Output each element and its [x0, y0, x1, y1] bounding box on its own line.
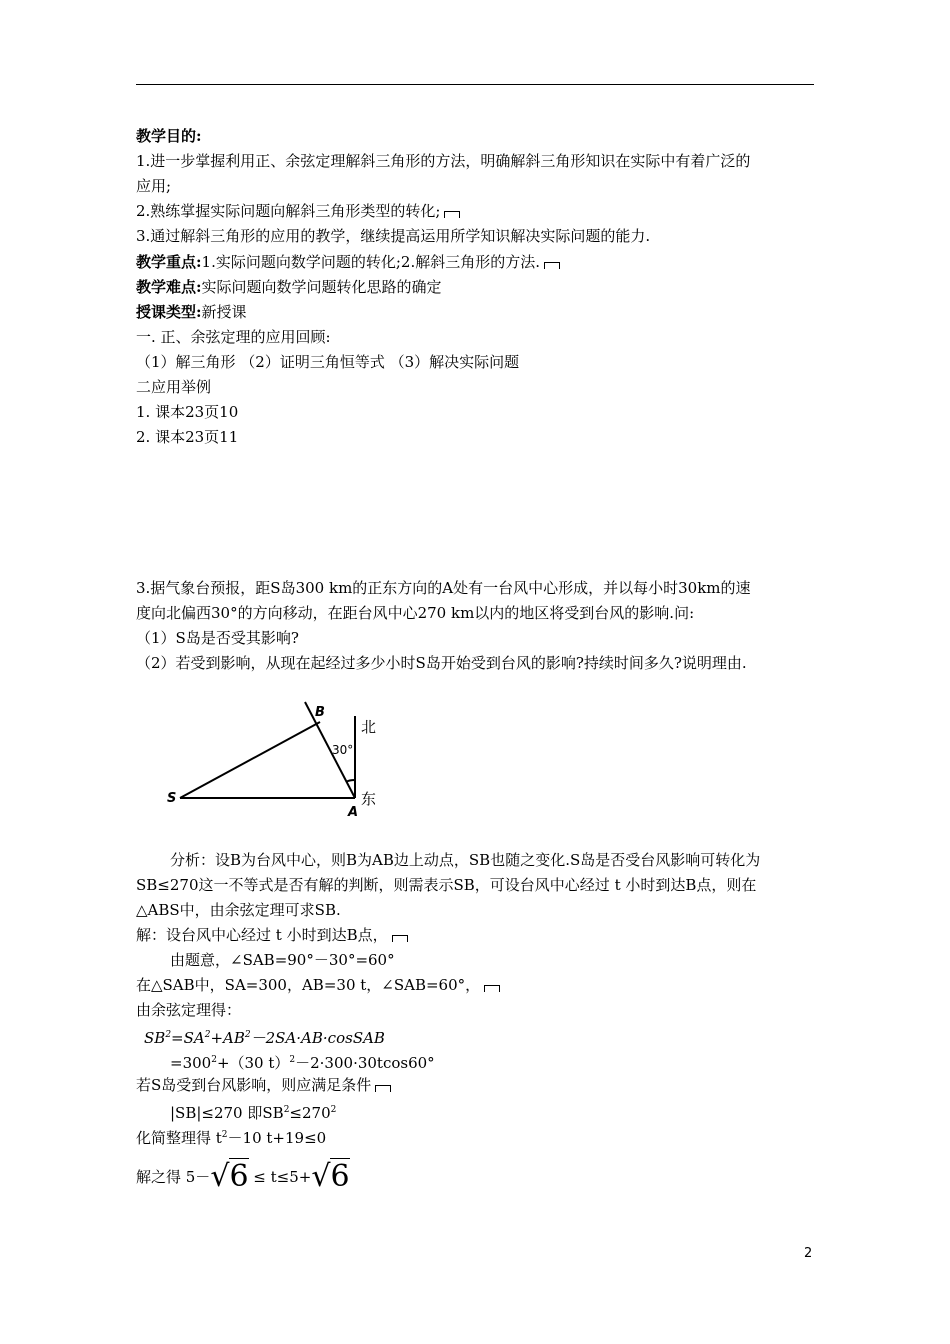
triangle-figure — [165, 696, 395, 821]
solution-7: 若S岛受到台风影响，则应满足条件 — [136, 1075, 391, 1095]
edit-mark-icon — [392, 935, 408, 942]
objective-3: 3.通过解斜三角形的应用的教学，继续提高运用所学知识解决实际问题的能力. — [136, 227, 651, 245]
objectives-heading: 教学目的: — [136, 127, 202, 145]
solution-10: 解之得 5－√6 ≤ t≤5+√6 — [136, 1159, 350, 1194]
sqrt-symbol: √6 — [210, 1159, 249, 1194]
example-2: 2. 课本23页11 — [136, 428, 239, 446]
edit-mark-icon — [375, 1085, 391, 1092]
label-angle: 30° — [332, 743, 354, 757]
problem3-line1: 3.据气象台预报，距S岛300 km的正东方向的A处有一台风中心形成，并以每小时30km的速 — [136, 579, 751, 597]
solution-1: 解：设台风中心经过 t 小时到达B点， — [136, 925, 408, 945]
review-items: （1）解三角形 （2）证明三角恒等式 （3）解决实际问题 — [136, 353, 520, 371]
problem3-line2: 度向北偏西30°的方向移动，在距台风中心270 km以内的地区将受到台风的影响.问: — [136, 604, 695, 622]
header-rule — [136, 84, 814, 85]
label-north: 北 — [361, 718, 377, 736]
analysis-line1: 分析：设B为台风中心，则B为AB边上动点，SB也随之变化.S岛是否受台风影响可转化为 — [170, 851, 761, 869]
solution-9: 化简整理得 $t^2-10$ t+19≤0 — [136, 1129, 327, 1147]
lesson-type: 授课类型:新授课 — [136, 303, 247, 321]
edit-mark-icon — [444, 211, 460, 218]
label-east: 东 — [361, 790, 377, 808]
page-number: 2 — [804, 1246, 813, 1261]
solution-2: 由题意，∠SAB=90°－30°=60° — [170, 951, 395, 969]
sqrt-symbol: √6 — [311, 1159, 350, 1194]
problem3-q2: （2）若受到影响，从现在起经过多少小时S岛开始受到台风的影响?持续时间多久?说明理由. — [136, 654, 747, 672]
key-points: 教学重点:1.实际问题向数学问题的转化;2.解斜三角形的方法. — [136, 252, 560, 272]
examples-heading: 二应用举例 — [136, 378, 212, 396]
solution-6: $=300^2+(30$ t）$^2$－2·300·30tcos60° — [170, 1054, 435, 1072]
difficulty: 教学难点:实际问题向数学问题转化思路的确定 — [136, 278, 442, 296]
solution-4: 由余弦定理得： — [136, 1001, 242, 1019]
edit-mark-icon — [544, 262, 560, 269]
solution-5: $SB^2=SA^2+AB^2-2SA\cdot AB\cdot cosSAB$ — [144, 1029, 385, 1047]
label-a: A — [348, 805, 359, 820]
edit-mark-icon — [484, 985, 500, 992]
label-s: S — [167, 791, 177, 806]
analysis-line3: △ABS中，由余弦定理可求SB. — [136, 901, 341, 919]
label-b: B — [315, 705, 325, 720]
objective-1a: 1.进一步掌握利用正、余弦定理解斜三角形的方法，明确解斜三角形知识在实际中有着广泛的 — [136, 152, 751, 170]
example-1: 1. 课本23页10 — [136, 403, 239, 421]
problem3-q1: （1）S岛是否受其影响? — [136, 629, 299, 647]
solution-3: 在△SAB中，SA=300，AB=30 t，∠SAB=60°， — [136, 975, 500, 995]
solution-8: |SB|≤270 即$SB^2\le 270^2$ — [170, 1104, 337, 1122]
review-heading: 一. 正、余弦定理的应用回顾: — [136, 328, 331, 346]
analysis-line2: SB≤270这一不等式是否有解的判断，则需表示SB，可设台风中心经过 t 小时到达B点，则在 — [136, 876, 757, 894]
objective-2: 2.熟练掌握实际问题向解斜三角形类型的转化; — [136, 201, 460, 221]
objective-1b: 应用; — [136, 177, 172, 195]
